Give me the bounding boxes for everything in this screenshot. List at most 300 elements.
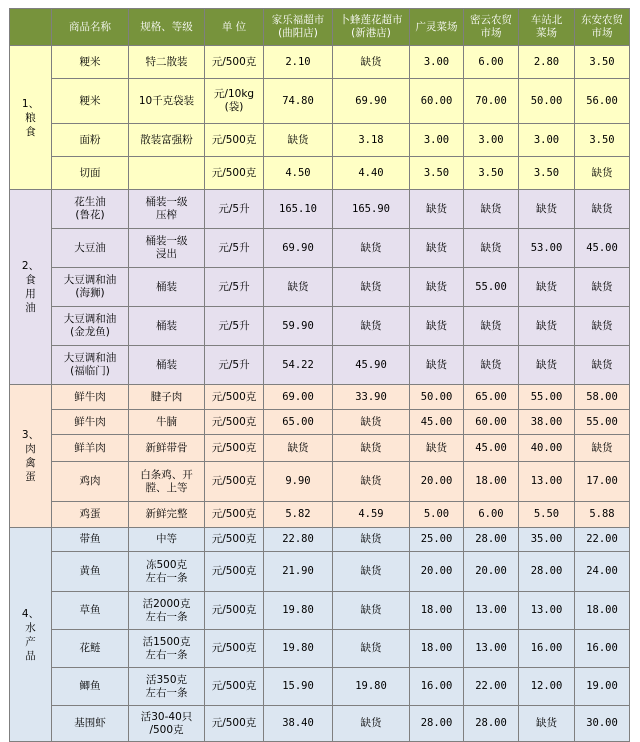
table-row <box>10 307 630 346</box>
item-unit-cell <box>205 268 264 307</box>
item-name-cell <box>52 502 129 528</box>
price-cell: 缺货 <box>264 435 333 462</box>
price-cell: 25.00 <box>410 528 464 552</box>
price-cell: 缺货 <box>519 706 575 742</box>
price-cell: 60.00 <box>410 79 464 124</box>
item-spec-cell <box>129 592 205 630</box>
price-cell: 24.00 <box>575 552 630 592</box>
item-unit-line: 元/500克 <box>211 390 257 403</box>
item-spec-cell <box>129 46 205 79</box>
price-cell: 缺货 <box>410 346 464 385</box>
item-name-line: (金龙鱼) <box>70 326 110 338</box>
price-cell: 165.90 <box>333 190 410 229</box>
item-name-line: 面粉 <box>79 133 101 146</box>
price-cell: 缺货 <box>410 307 464 346</box>
price-cell: 缺货 <box>333 630 410 668</box>
item-spec-line: 桶装一级 <box>145 196 188 208</box>
table-row <box>10 124 630 157</box>
category-char: 产 <box>25 635 36 648</box>
price-cell: 74.80 <box>264 79 333 124</box>
price-cell: 6.00 <box>464 46 519 79</box>
item-spec-cell <box>129 668 205 706</box>
header-market-line: 东安农贸 <box>581 14 623 26</box>
table-row <box>10 157 630 190</box>
table-row <box>10 385 630 410</box>
price-cell: 45.00 <box>464 435 519 462</box>
item-unit-cell <box>205 346 264 385</box>
price-cell: 16.00 <box>410 668 464 706</box>
header-category-cell <box>10 9 52 46</box>
table-row <box>10 552 630 592</box>
table-row <box>10 346 630 385</box>
price-cell: 缺货 <box>464 229 519 268</box>
category-char: 2、 <box>21 260 40 272</box>
price-cell: 19.80 <box>264 592 333 630</box>
item-name-line: 草鱼 <box>79 604 101 616</box>
item-spec-line: 左右一条 <box>145 610 188 623</box>
category-cell <box>10 46 52 190</box>
item-unit-cell <box>205 630 264 668</box>
item-name-cell <box>52 410 129 435</box>
price-cell: 6.00 <box>464 502 519 528</box>
price-cell: 3.00 <box>464 124 519 157</box>
item-spec-line: 腱子肉 <box>150 390 183 403</box>
price-cell: 53.00 <box>519 229 575 268</box>
item-spec-line: /500克 <box>149 723 184 736</box>
header-market <box>575 9 630 46</box>
item-spec-cell <box>129 502 205 528</box>
item-unit-cell <box>205 552 264 592</box>
item-unit-cell <box>205 528 264 552</box>
item-spec-line: 桶装 <box>156 280 177 293</box>
price-cell: 3.50 <box>410 157 464 190</box>
item-unit-line: 元/5升 <box>218 202 250 215</box>
category-char: 4、 <box>21 607 40 620</box>
price-cell: 19.00 <box>575 668 630 706</box>
category-cell <box>10 385 52 528</box>
item-name-cell <box>52 435 129 462</box>
price-cell: 13.00 <box>464 630 519 668</box>
item-unit-cell <box>205 410 264 435</box>
item-unit-cell <box>205 706 264 742</box>
price-cell: 70.00 <box>464 79 519 124</box>
table-body <box>10 46 630 742</box>
price-cell: 缺货 <box>519 307 575 346</box>
item-unit-line: 元/500克 <box>211 680 257 692</box>
item-spec-line: 特二散装 <box>145 55 188 68</box>
price-cell: 55.00 <box>464 268 519 307</box>
price-cell: 3.50 <box>575 124 630 157</box>
item-spec-line: 冻500克 <box>145 558 188 571</box>
header-market-line: 卜蜂莲花超市 <box>339 14 403 26</box>
header-market-line: (曲阳店) <box>278 27 318 39</box>
table-row <box>10 410 630 435</box>
price-cell: 20.00 <box>464 552 519 592</box>
item-spec-cell <box>129 268 205 307</box>
header-market <box>264 9 333 46</box>
price-cell: 38.40 <box>264 706 333 742</box>
item-spec-cell <box>129 79 205 124</box>
item-spec-cell <box>129 346 205 385</box>
price-cell: 4.40 <box>333 157 410 190</box>
category-char: 油 <box>25 302 36 314</box>
price-cell: 15.90 <box>264 668 333 706</box>
item-name-line: 鸡肉 <box>79 475 101 487</box>
price-cell: 38.00 <box>519 410 575 435</box>
item-name-cell <box>52 592 129 630</box>
item-spec-line: 浸出 <box>156 248 177 260</box>
item-unit-line: 元/500克 <box>211 565 257 577</box>
price-cell: 缺货 <box>264 268 333 307</box>
item-unit-cell <box>205 592 264 630</box>
price-cell: 缺货 <box>333 46 410 79</box>
price-cell: 21.90 <box>264 552 333 592</box>
price-table-container <box>9 8 630 742</box>
price-cell: 缺货 <box>575 157 630 190</box>
price-cell: 16.00 <box>519 630 575 668</box>
category-char: 肉 <box>25 443 36 455</box>
item-spec-line: 压榨 <box>156 209 177 221</box>
item-name-cell <box>52 385 129 410</box>
item-unit-cell <box>205 79 264 124</box>
price-cell: 45.00 <box>575 229 630 268</box>
item-spec-line: 膛、上等 <box>145 481 188 494</box>
price-cell: 33.90 <box>333 385 410 410</box>
category-char: 3、 <box>21 429 40 441</box>
item-spec-cell <box>129 307 205 346</box>
item-spec-cell <box>129 229 205 268</box>
header-market-line: 市场 <box>591 27 613 39</box>
price-cell: 22.00 <box>464 668 519 706</box>
header-market <box>519 9 575 46</box>
item-name-cell <box>52 462 129 502</box>
item-unit-line: 元/10kg <box>213 88 255 100</box>
category-cell <box>10 190 52 385</box>
price-cell: 缺货 <box>410 229 464 268</box>
item-name-line: 大豆油 <box>74 241 106 254</box>
item-unit-cell <box>205 124 264 157</box>
price-cell: 59.90 <box>264 307 333 346</box>
item-name-cell <box>52 46 129 79</box>
price-cell: 65.00 <box>264 410 333 435</box>
item-name-line: 黄鱼 <box>79 565 101 577</box>
price-cell: 3.50 <box>575 46 630 79</box>
item-name-line: 带鱼 <box>79 533 101 545</box>
item-name-cell <box>52 346 129 385</box>
item-name-cell <box>52 630 129 668</box>
item-name-line: 鲫鱼 <box>79 680 101 692</box>
price-cell: 28.00 <box>519 552 575 592</box>
price-cell: 5.00 <box>410 502 464 528</box>
table-row <box>10 229 630 268</box>
price-cell: 缺货 <box>333 229 410 268</box>
table-row <box>10 435 630 462</box>
category-char: 食 <box>25 125 36 138</box>
price-cell: 19.80 <box>333 668 410 706</box>
category-char: 用 <box>25 288 36 300</box>
item-spec-cell <box>129 157 205 190</box>
price-cell: 3.00 <box>410 46 464 79</box>
item-name-cell <box>52 307 129 346</box>
header-row <box>10 9 630 46</box>
price-cell: 58.00 <box>575 385 630 410</box>
item-name-cell <box>52 268 129 307</box>
price-cell: 2.80 <box>519 46 575 79</box>
price-cell: 缺货 <box>333 462 410 502</box>
item-name-cell <box>52 190 129 229</box>
table-row <box>10 502 630 528</box>
item-spec-line: 桶装 <box>156 358 177 371</box>
item-spec-line: 新鲜带骨 <box>145 441 188 454</box>
item-unit-cell <box>205 157 264 190</box>
price-cell: 2.10 <box>264 46 333 79</box>
price-cell: 5.82 <box>264 502 333 528</box>
item-name-line: 花生油 <box>74 196 106 208</box>
table-row <box>10 46 630 79</box>
price-cell: 缺货 <box>575 346 630 385</box>
price-cell: 50.00 <box>410 385 464 410</box>
item-unit-line: 元/500克 <box>211 533 257 545</box>
category-cell <box>10 528 52 742</box>
price-cell: 165.10 <box>264 190 333 229</box>
item-spec-cell <box>129 190 205 229</box>
header-unit: 单 位 <box>205 9 264 46</box>
price-cell: 30.00 <box>575 706 630 742</box>
item-spec-cell <box>129 630 205 668</box>
table-header <box>10 9 630 46</box>
price-cell: 9.90 <box>264 462 333 502</box>
item-spec-cell <box>129 462 205 502</box>
price-cell: 40.00 <box>519 435 575 462</box>
item-unit-cell <box>205 46 264 79</box>
item-name-line: 花鲢 <box>79 642 101 654</box>
item-unit-line: 元/500克 <box>211 642 257 654</box>
price-cell: 3.00 <box>410 124 464 157</box>
item-name-line: 粳米 <box>79 55 101 68</box>
item-spec-line: 左右一条 <box>145 648 188 661</box>
price-cell: 缺货 <box>333 592 410 630</box>
table-row <box>10 79 630 124</box>
price-cell: 13.00 <box>464 592 519 630</box>
price-cell: 22.00 <box>575 528 630 552</box>
item-spec-cell <box>129 385 205 410</box>
price-cell: 56.00 <box>575 79 630 124</box>
category-char: 蛋 <box>25 471 36 483</box>
price-cell: 28.00 <box>410 706 464 742</box>
price-cell: 3.50 <box>464 157 519 190</box>
item-unit-line: 元/500克 <box>211 508 257 520</box>
item-spec-cell <box>129 410 205 435</box>
price-cell: 缺货 <box>575 435 630 462</box>
price-cell: 缺货 <box>333 268 410 307</box>
item-name-line: 鲜牛肉 <box>74 415 106 428</box>
item-unit-line: 元/500克 <box>211 166 257 179</box>
header-market <box>464 9 519 46</box>
price-cell: 4.50 <box>264 157 333 190</box>
item-spec-line: 牛腩 <box>156 415 177 428</box>
price-cell: 缺货 <box>333 410 410 435</box>
price-cell: 缺货 <box>575 190 630 229</box>
price-cell: 缺货 <box>464 346 519 385</box>
item-spec-line: 桶装一级 <box>145 235 188 247</box>
item-unit-cell <box>205 668 264 706</box>
item-name-line: (鲁花) <box>75 209 105 221</box>
price-cell: 5.50 <box>519 502 575 528</box>
price-cell: 16.00 <box>575 630 630 668</box>
price-cell: 22.80 <box>264 528 333 552</box>
price-cell: 缺货 <box>519 268 575 307</box>
item-unit-cell <box>205 229 264 268</box>
item-unit-line: 元/5升 <box>218 241 250 254</box>
table-row <box>10 668 630 706</box>
price-cell: 缺货 <box>333 552 410 592</box>
item-spec-line: 左右一条 <box>145 686 188 699</box>
price-cell: 13.00 <box>519 462 575 502</box>
price-cell: 35.00 <box>519 528 575 552</box>
table-row <box>10 268 630 307</box>
price-cell: 缺货 <box>410 268 464 307</box>
item-unit-line: 元/500克 <box>211 133 257 146</box>
item-unit-cell <box>205 462 264 502</box>
price-cell: 缺货 <box>410 190 464 229</box>
category-char: 水 <box>25 621 36 634</box>
item-name-cell <box>52 668 129 706</box>
item-unit-cell <box>205 385 264 410</box>
table-row <box>10 592 630 630</box>
item-spec-line: 活350克 <box>145 673 188 686</box>
price-cell: 55.00 <box>519 385 575 410</box>
item-unit-line: 元/500克 <box>211 415 257 428</box>
item-name-line: 鸡蛋 <box>79 508 101 520</box>
item-name-line: 鲜牛肉 <box>74 390 106 403</box>
table-row <box>10 706 630 742</box>
category-char: 粮 <box>25 111 36 124</box>
item-unit-line: 元/500克 <box>211 717 257 729</box>
price-cell: 18.00 <box>575 592 630 630</box>
item-spec-line: 新鲜完整 <box>145 508 188 520</box>
price-cell: 60.00 <box>464 410 519 435</box>
item-unit-cell <box>205 435 264 462</box>
item-name-cell <box>52 552 129 592</box>
price-cell: 18.00 <box>410 592 464 630</box>
table-row <box>10 630 630 668</box>
price-cell: 28.00 <box>464 706 519 742</box>
header-market-line: 密云农贸 <box>470 14 512 26</box>
price-cell: 缺货 <box>333 528 410 552</box>
price-cell: 12.00 <box>519 668 575 706</box>
item-name-line: (福临门) <box>70 365 110 377</box>
header-market-line: 市场 <box>480 27 502 39</box>
item-name-line: 鲜羊肉 <box>74 441 106 454</box>
item-name-line: 基围虾 <box>74 717 106 729</box>
item-name-line: 粳米 <box>79 94 101 107</box>
item-name-cell <box>52 706 129 742</box>
item-name-cell <box>52 124 129 157</box>
item-unit-line: 元/5升 <box>218 358 250 371</box>
item-spec-line: 散装富强粉 <box>140 133 193 146</box>
item-spec-line: 活1500克 <box>142 635 191 648</box>
item-unit-line: (袋) <box>224 101 244 113</box>
item-name-cell <box>52 79 129 124</box>
item-unit-line: 元/500克 <box>211 475 257 487</box>
table-row <box>10 528 630 552</box>
price-cell: 3.50 <box>519 157 575 190</box>
price-cell: 54.22 <box>264 346 333 385</box>
price-cell: 69.90 <box>333 79 410 124</box>
header-market <box>410 9 464 46</box>
category-char: 禽 <box>25 457 36 469</box>
price-cell: 65.00 <box>464 385 519 410</box>
price-cell: 69.00 <box>264 385 333 410</box>
price-cell: 3.00 <box>519 124 575 157</box>
price-cell: 5.88 <box>575 502 630 528</box>
item-spec-line: 桶装 <box>156 319 177 332</box>
table-row <box>10 462 630 502</box>
item-spec-cell <box>129 552 205 592</box>
header-name: 商品名称 <box>52 9 129 46</box>
item-unit-cell <box>205 190 264 229</box>
price-cell: 18.00 <box>410 630 464 668</box>
category-char: 品 <box>25 649 36 662</box>
price-cell: 13.00 <box>519 592 575 630</box>
price-cell: 缺货 <box>464 307 519 346</box>
item-spec-line: 10千克袋装 <box>138 94 195 107</box>
item-spec-line: 活30-40只 <box>140 710 193 723</box>
item-name-cell <box>52 528 129 552</box>
item-spec-line: 左右一条 <box>145 571 188 584</box>
header-spec: 规格、等级 <box>129 9 205 46</box>
header-market-line: 广灵菜场 <box>415 20 458 33</box>
price-cell: 17.00 <box>575 462 630 502</box>
category-char: 1、 <box>21 97 40 110</box>
price-cell: 18.00 <box>464 462 519 502</box>
price-cell: 缺货 <box>333 706 410 742</box>
item-spec-line: 活2000克 <box>142 597 191 610</box>
header-market-line: 车站北 <box>530 14 563 26</box>
price-cell: 20.00 <box>410 462 464 502</box>
table-row <box>10 190 630 229</box>
price-cell: 缺货 <box>264 124 333 157</box>
item-name-line: 大豆调和油 <box>63 352 117 364</box>
price-cell: 缺货 <box>333 435 410 462</box>
item-name-line: 大豆调和油 <box>63 313 117 325</box>
item-spec-cell <box>129 528 205 552</box>
item-unit-line: 元/500克 <box>211 55 257 68</box>
item-name-line: 大豆调和油 <box>63 274 117 286</box>
item-unit-line: 元/5升 <box>218 280 250 293</box>
price-cell: 缺货 <box>575 268 630 307</box>
item-unit-line: 元/5升 <box>218 319 250 332</box>
header-market-line: (新港店) <box>351 27 391 39</box>
price-cell: 缺货 <box>333 307 410 346</box>
price-cell: 4.59 <box>333 502 410 528</box>
price-cell: 45.00 <box>410 410 464 435</box>
header-market-line: 菜场 <box>536 27 557 39</box>
header-market-line: 家乐福超市 <box>271 14 325 26</box>
item-unit-cell <box>205 307 264 346</box>
price-comparison-table <box>9 8 630 742</box>
price-cell: 28.00 <box>464 528 519 552</box>
item-unit-cell <box>205 502 264 528</box>
item-name-cell <box>52 229 129 268</box>
item-name-line: (海狮) <box>75 287 105 299</box>
item-spec-line: 中等 <box>156 533 177 545</box>
item-spec-cell <box>129 124 205 157</box>
price-cell: 19.80 <box>264 630 333 668</box>
header-market <box>333 9 410 46</box>
price-cell: 55.00 <box>575 410 630 435</box>
price-cell: 缺货 <box>464 190 519 229</box>
